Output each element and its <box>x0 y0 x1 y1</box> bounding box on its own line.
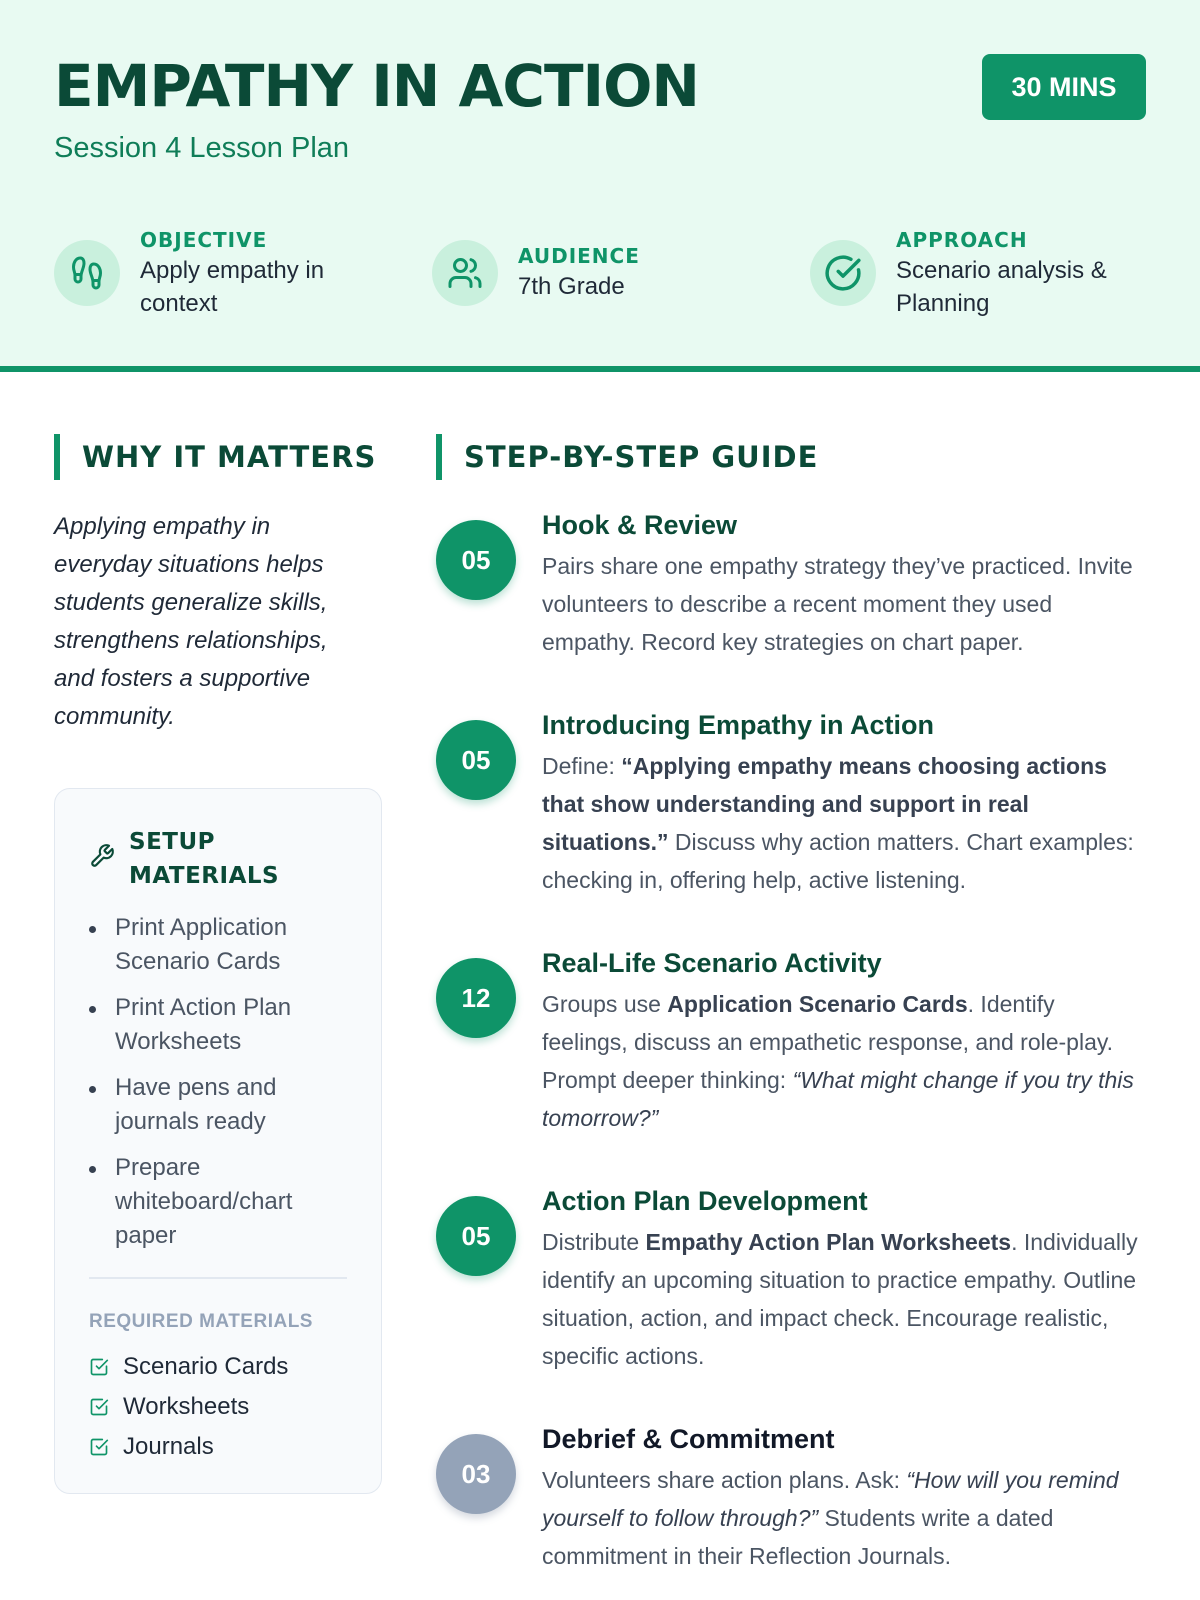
step-description: Groups use Application Scenario Cards. Identify feelings, discuss an empathetic response, and role-play. Prompt deeper thinking: “What might change if you try this tomorrow?” <box>542 991 1134 1131</box>
why-it-matters-text: Applying empathy in everyday situations helps students generalize skills, strengthens relationships, and fosters a supportive community. <box>54 513 328 730</box>
checkbox-icon <box>89 1397 109 1417</box>
setup-materials-card <box>54 788 382 1494</box>
audience-value: 7th Grade <box>518 273 625 300</box>
check-circle-icon <box>810 240 876 306</box>
divider <box>89 1277 347 1279</box>
wrench-icon <box>89 843 115 869</box>
list-item: Print Application Scenario Cards <box>89 911 349 979</box>
objective-value: Apply empathy in context <box>140 257 325 317</box>
list-item <box>89 1347 288 1387</box>
required-materials-list <box>89 1347 288 1467</box>
step-title: Action Plan Development <box>542 1186 868 1216</box>
required-item-label: Scenario Cards <box>123 1353 289 1380</box>
step-title: Hook & Review <box>542 510 738 540</box>
page-title: EMPATHY IN ACTION <box>54 52 699 120</box>
meta-approach <box>810 228 1170 320</box>
step-description: Define: “Applying empathy means choosing actions that show understanding and support in real situations.” Discuss why action matters. Chart examples: checking in, offering help, active listening. <box>542 753 1134 893</box>
required-materials-label: REQUIRED MATERIALS <box>89 1311 313 1332</box>
approach-value: Scenario analysis & Planning <box>896 257 1107 317</box>
setup-list <box>89 911 349 1265</box>
approach-label: APPROACH <box>896 228 1028 252</box>
page-subtitle: Session 4 Lesson Plan <box>54 132 350 164</box>
step-minutes-badge: 05 <box>436 720 516 800</box>
checkbox-icon <box>89 1437 109 1457</box>
step-description: Distribute Empathy Action Plan Worksheets. Individually identify an upcoming situation to practice empathy. Outline situation, action, and impact check. Encourage realistic, specific actions. <box>542 1229 1138 1369</box>
step-minutes-badge: 03 <box>436 1434 516 1514</box>
footprints-icon <box>54 240 120 306</box>
objective-label: OBJECTIVE <box>140 228 268 252</box>
required-item-label: Worksheets <box>123 1393 250 1420</box>
why-it-matters-heading: WHY IT MATTERS <box>54 434 376 480</box>
step-description: Pairs share one empathy strategy they’ve practiced. Invite volunteers to describe a recent moment they used empathy. Record key strategies on chart paper. <box>542 553 1133 655</box>
required-item-label: Journals <box>123 1433 214 1460</box>
audience-label: AUDIENCE <box>518 244 640 268</box>
meta-audience <box>432 244 772 306</box>
lesson-header <box>0 0 1200 372</box>
list-item: Prepare whiteboard/chart paper <box>89 1151 349 1253</box>
list-item: Print Action Plan Worksheets <box>89 991 349 1059</box>
step-title: Real-Life Scenario Activity <box>542 948 882 978</box>
step-by-step-guide-heading: STEP-BY-STEP GUIDE <box>436 434 818 480</box>
step-minutes-badge: 12 <box>436 958 516 1038</box>
list-item <box>89 1427 288 1467</box>
duration-badge: 30 MINS <box>982 54 1146 120</box>
meta-objective <box>54 228 394 320</box>
step-minutes-badge: 05 <box>436 1196 516 1276</box>
step-title: Debrief & Commitment <box>542 1424 835 1454</box>
list-item <box>89 1387 288 1427</box>
list-item: Have pens and journals ready <box>89 1071 349 1139</box>
setup-materials-title: SETUP MATERIALS <box>129 829 280 889</box>
step-description: Volunteers share action plans. Ask: “How will you remind yourself to follow through?” Students write a dated commitment in their Reflection Journals. <box>542 1467 1119 1569</box>
users-icon <box>432 240 498 306</box>
step-minutes-badge: 05 <box>436 520 516 600</box>
step-title: Introducing Empathy in Action <box>542 710 934 740</box>
checkbox-icon <box>89 1357 109 1377</box>
